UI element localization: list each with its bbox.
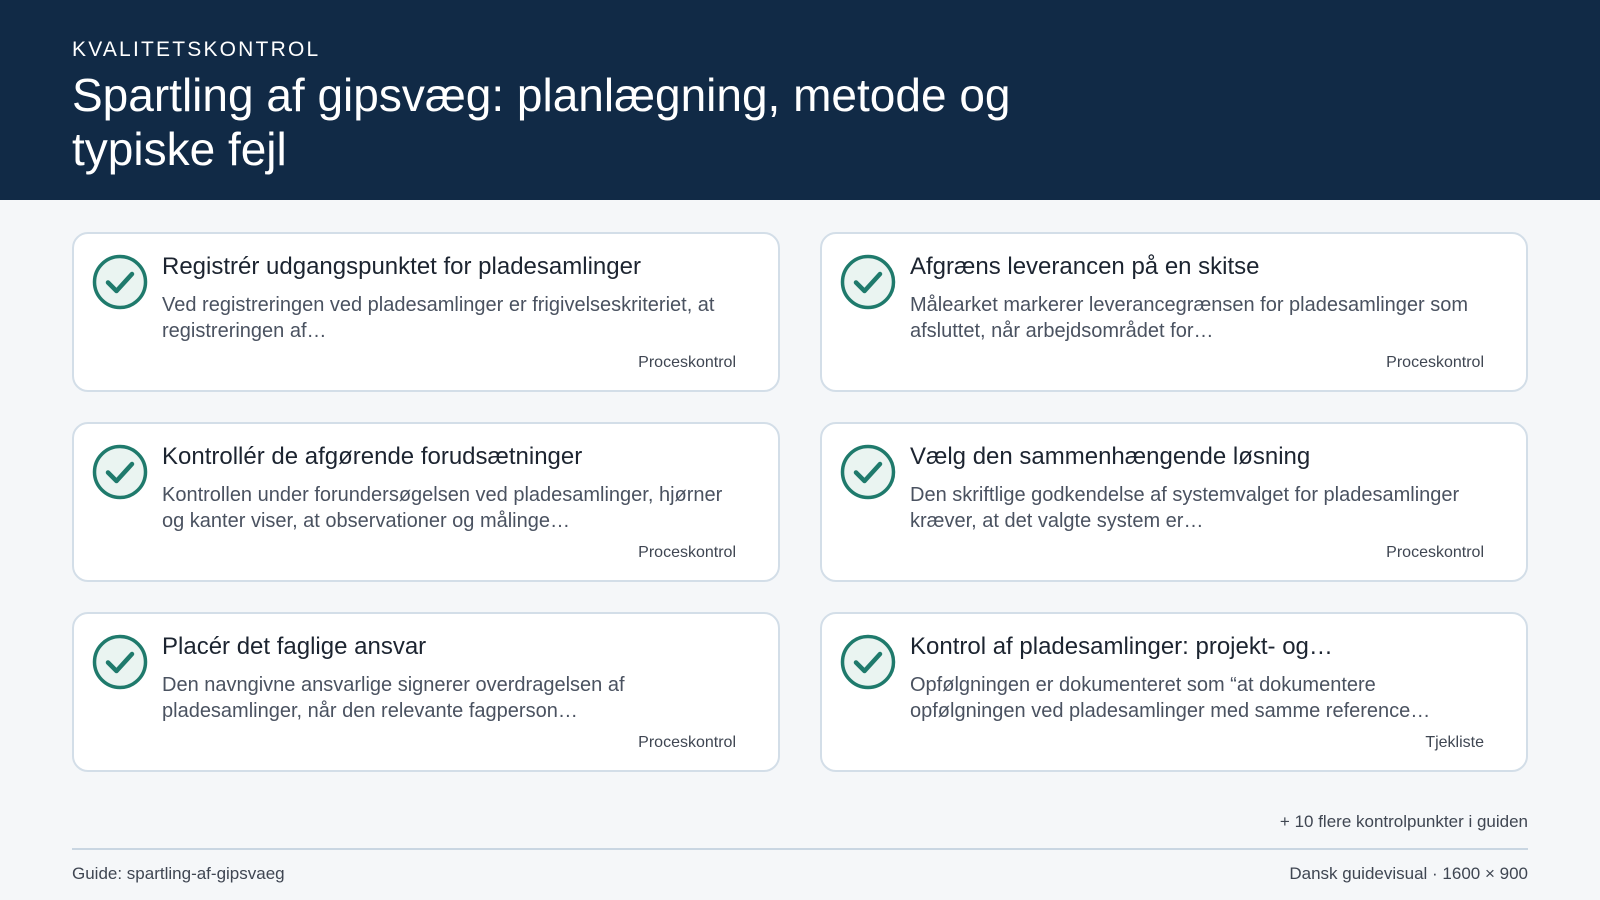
check-circle-icon [840,444,896,500]
checkpoint-card[interactable] [820,422,1528,582]
card-title: Kontrollér de afgørende forudsætninger [162,443,583,470]
card-title: Vælg den sammenhængende løsning [910,443,1311,470]
footer-guide-slug: Guide: spartling-af-gipsvaeg [72,864,285,883]
card-title: Afgræns leverancen på en skitse [910,253,1260,280]
checkpoint-card[interactable] [72,422,780,582]
card-category-tag: Tjekliste [1425,734,1484,751]
card-category-tag: Proceskontrol [638,544,736,561]
check-circle-icon [840,254,896,310]
card-description: Opfølgningen er dokumenteret som “at dokumentere opfølgningen ved pladesamlinger med samme reference… [910,674,1431,722]
card-description: Den skriftlige godkendelse af systemvalget for pladesamlinger kræver, at det valgte system er… [910,484,1460,532]
card-category-tag: Proceskontrol [638,734,736,751]
card-description: Målearket markerer leverancegrænsen for pladesamlinger som afsluttet, når arbejdsområdet for… [910,294,1469,342]
header-banner [0,0,1600,200]
page-title: Spartling af gipsvæg: planlægning, metode og typiske fejl [72,69,1011,175]
check-circle-icon [840,634,896,690]
eyebrow-label: KVALITETSKONTROL [72,38,321,61]
card-category-tag: Proceskontrol [1386,354,1484,371]
card-description: Den navngivne ansvarlige signerer overdragelsen af pladesamlinger, når den relevante fagperson… [162,674,625,722]
card-title: Kontrol af pladesamlinger: projekt- og… [910,633,1333,660]
card-category-tag: Proceskontrol [638,354,736,371]
card-title: Placér det faglige ansvar [162,633,427,660]
card-description: Kontrollen under forundersøgelsen ved pladesamlinger, hjørner og kanter viser, at observationer og målinge… [162,484,723,532]
check-circle-icon [92,254,148,310]
check-circle-icon [92,634,148,690]
check-circle-icon [92,444,148,500]
footer-divider [72,848,1528,850]
checkpoint-grid [72,232,1528,772]
checkpoint-card[interactable] [72,232,780,392]
checkpoint-card[interactable] [72,612,780,772]
card-title: Registrér udgangspunktet for pladesamlinger [162,253,641,280]
more-checkpoints-link[interactable]: + 10 flere kontrolpunkter i guiden [1279,812,1528,831]
checkpoint-card[interactable] [820,612,1528,772]
checkpoint-card[interactable] [820,232,1528,392]
card-category-tag: Proceskontrol [1386,544,1484,561]
footer-caption: Dansk guidevisual · 1600 × 900 [1289,864,1528,883]
card-description: Ved registreringen ved pladesamlinger er frigivelseskriteriet, at registreringen af… [162,294,715,342]
